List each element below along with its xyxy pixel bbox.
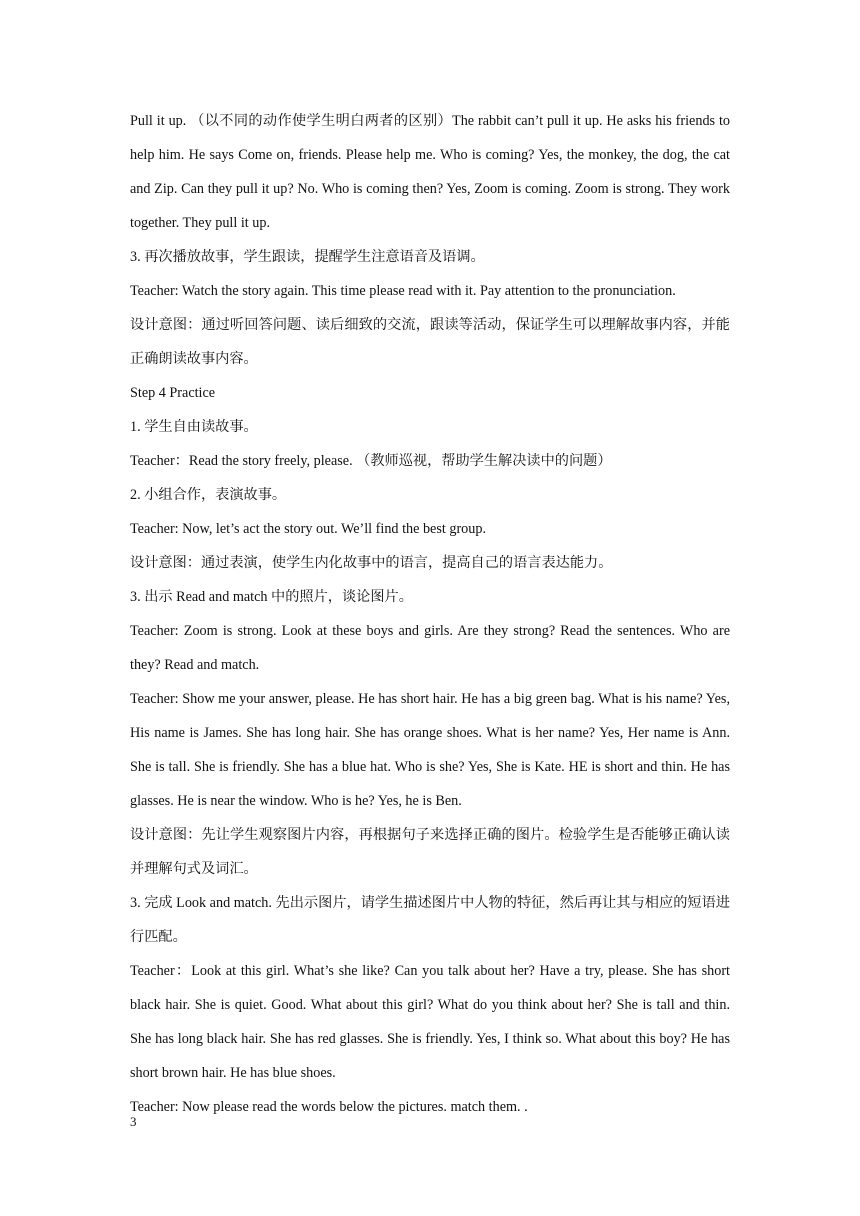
paragraph-look-and-match: 3. 完成 Look and match. 先出示图片，请学生描述图片中人物的特征，然后再让其与相应的短语进行匹配。 xyxy=(130,895,730,945)
paragraph-teacher-show-answer: Teacher: Show me your answer, please. He has short hair. He has a big green bag. What is his name? Yes, His name is James. She has long hair. She has orange shoes. What is her name? Yes, Her name is Ann. She is tall. She is friendly. She has a blue hat. Who is she? Yes, She is Kate. HE is short and thin. He has glasses. He is near the window. Who is he? Yes, he is Ben. xyxy=(130,691,730,809)
heading-step-4-practice: Step 4 Practice xyxy=(130,385,216,401)
paragraph-free-reading: 1. 学生自由读故事。 xyxy=(130,419,258,435)
document-body xyxy=(130,104,730,1124)
paragraph-group-act: 2. 小组合作，表演故事。 xyxy=(130,487,287,503)
paragraph-story-summary: Pull it up. （以不同的动作使学生明白两者的区别）The rabbit can’t pull it up. He asks his friends to help him. He says Come on, friends. Please help me. Who is coming? Yes, the monkey, the dog, the cat and Zip. Can they pull it up? No. Who is coming then? Yes, Zoom is coming. Zoom is strong. They work together. They pull it up. xyxy=(130,113,730,231)
paragraph-design-intent-2: 设计意图：通过表演，使学生内化故事中的语言，提高自己的语言表达能力。 xyxy=(130,555,613,571)
paragraph-design-intent-1: 设计意图：通过听回答问题、读后细致的交流，跟读等活动，保证学生可以理解故事内容，并能正确朗读故事内容。 xyxy=(130,317,730,367)
paragraph-design-intent-3: 设计意图：先让学生观察图片内容，再根据句子来选择正确的图片。检验学生是否能够正确认读并理解句式及词汇。 xyxy=(130,827,730,877)
paragraph-read-and-match: 3. 出示 Read and match 中的照片，谈论图片。 xyxy=(130,589,413,605)
paragraph-teacher-read-freely: Teacher：Read the story freely, please. （教师巡视，帮助学生解决读中的问题） xyxy=(130,453,612,469)
paragraph-teacher-look-girl: Teacher：Look at this girl. What’s she like? Can you talk about her? Have a try, please. She has short black hair. She is quiet. Good. What about this girl? What do you think about her? She is tall and thin. She has long black hair. She has red glasses. She is friendly. Yes, I think so. What about this boy? He has short brown hair. He has blue shoes. xyxy=(130,963,730,1081)
paragraph-teacher-read-words: Teacher: Now please read the words below the pictures. match them. . xyxy=(130,1099,528,1115)
paragraph-step-3-replay: 3. 再次播放故事，学生跟读，提醒学生注意语音及语调。 xyxy=(130,249,485,265)
page-number: 3 xyxy=(130,1114,137,1129)
paragraph-teacher-watch: Teacher: Watch the story again. This time please read with it. Pay attention to the pronunciation. xyxy=(130,283,676,299)
paragraph-teacher-zoom-strong: Teacher: Zoom is strong. Look at these boys and girls. Are they strong? Read the sentences. Who are they? Read and match. xyxy=(130,623,730,673)
paragraph-teacher-act-out: Teacher: Now, let’s act the story out. We’ll find the best group. xyxy=(130,521,487,537)
